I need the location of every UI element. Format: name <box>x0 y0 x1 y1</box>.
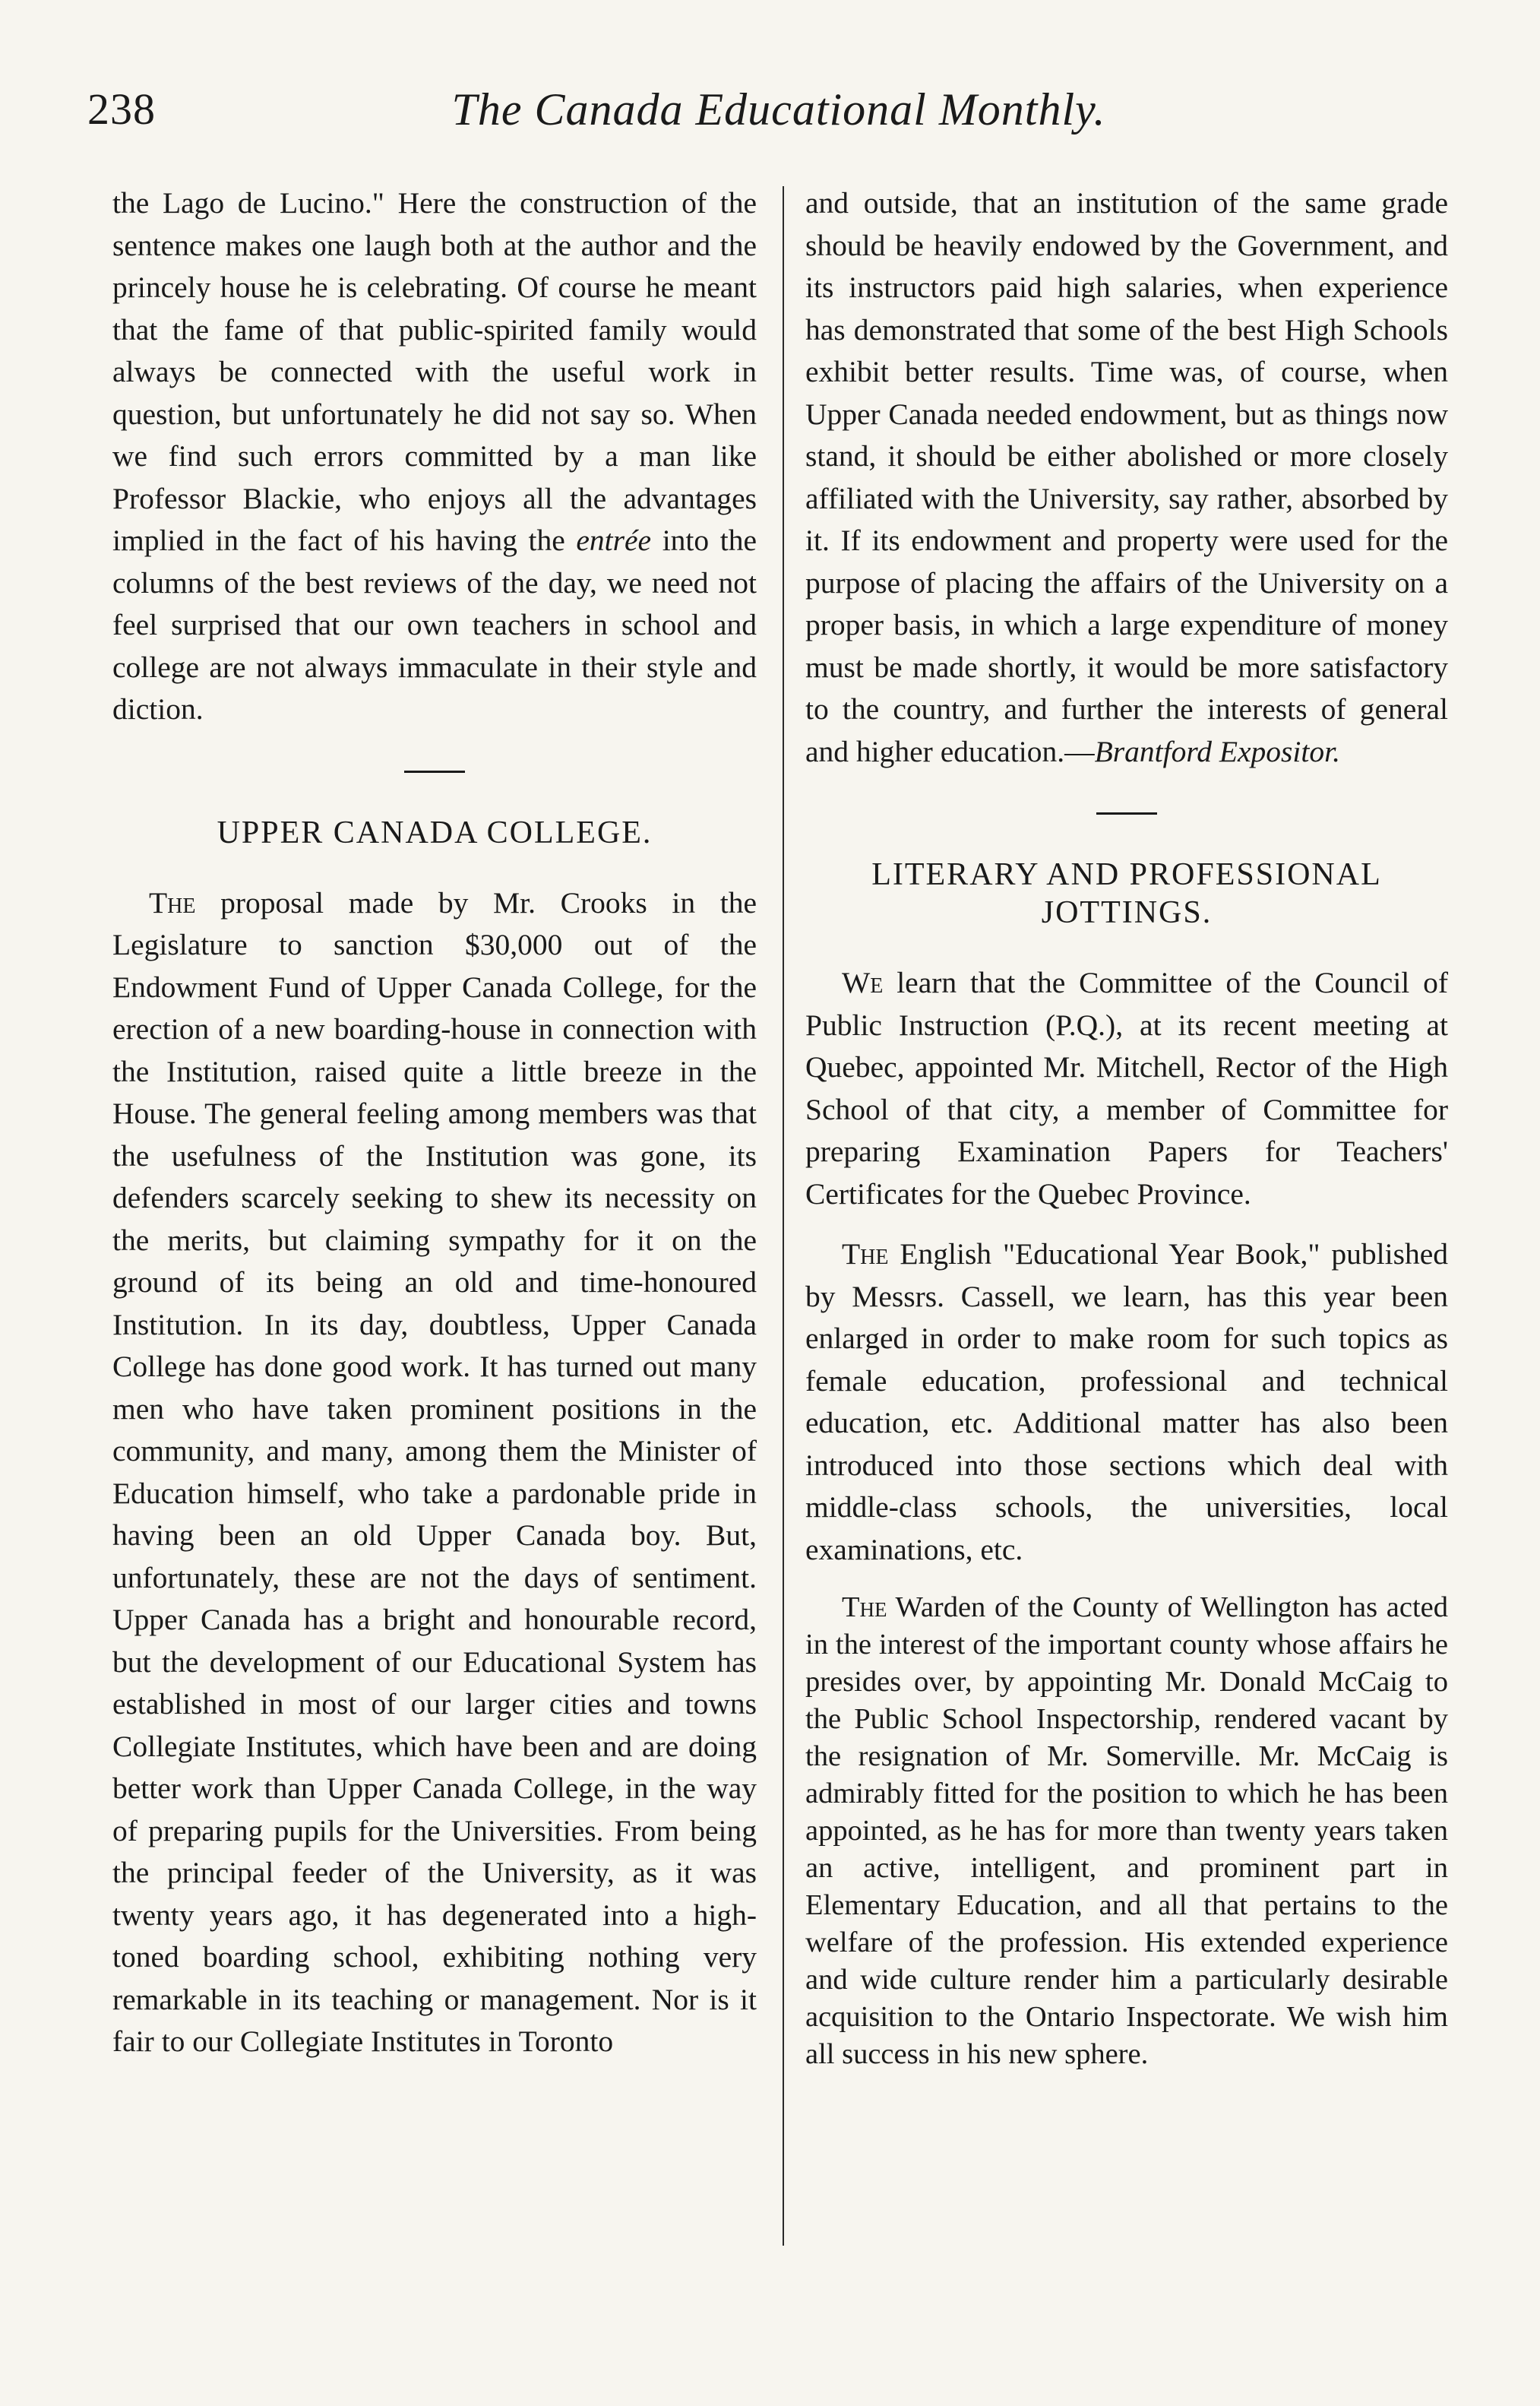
section-separator <box>404 771 465 773</box>
paragraph-upper-canada-college: The proposal made by Mr. Crooks in the Legislature to sanction $30,000 out of the Endowment Fund of Upper Canada College, for the erection of a new boarding-house in connection with the Institution, raised quite a little breeze in the House. The general feeling among members was that the usefulness of the Institution was gone, its defenders scarcely seeking to shew its necessity on the merits, but claiming sympathy for it on the ground of its being an old and time-honoured Institution. In its day, doubtless, Upper Canada College has done good work. It has turned out many men who have taken prominent positions in the community, and many, among them the Minister of Education himself, who take a pardonable pride in having been an old Upper Canada boy. But, unfortunately, these are not the days of sentiment. Upper Canada has a bright and honourable record, but the development of our Educational System has established in most of our larger cities and towns Collegiate Institutes, which have been and are doing better work than Upper Canada College, in the way of preparing pupils for the Universities. From being the principal feeder of the University, as it was twenty years ago, it has degenerated into a high-toned boarding school, exhibiting nothing very remarkable in its teaching or management. Nor is it fair to our Collegiate Institutes in Toronto <box>112 885 757 2058</box>
paragraph-wellington: The Warden of the County of Wellington has acted in the interest of the important county whose affairs he presides over, by appointing Mr. Donald McCaig to the Public School Inspectorship, rendered vacant by the resignation of Mr. Somerville. Mr. McCaig is admirably fitted for the position to which he has been appointed, as he has for more than twenty years taken an active, intelligent, and prominent part in Elementary Education, and all that pertains to the welfare of the profession. His extended experience and wide culture render him a particularly desirable acquisition to the Ontario Inspectorate. We wish him all success in his new sphere. <box>805 1591 1448 2070</box>
paragraph-committee: We learn that the Committee of the Council of Public Instruction (P.Q.), at its recent meeting at Quebec, appointed Mr. Mitchell, Rector of the High School of that city, a member of Committee for preparing Examination Papers for Teachers' Certificates for the Quebec Province. <box>805 966 1448 1211</box>
page-number: 238 <box>87 84 156 134</box>
running-title: The Canada Educational Monthly. <box>451 84 1106 135</box>
source-attribution: Brantford Expositor. <box>1094 734 1340 768</box>
paragraph-continuation: and outside, that an institution of the same grade should be heavily endowed by the Government, and its instructors paid high salaries, when experience has demonstrated that some of the best High Schools exhibit better results. Time was, of course, when Upper Canada needed endowment, but as things now stand, it should be either abolished or more closely affiliated with the University, say rather, absorbed by it. If its endowment and property were used for the purpose of placing the affairs of the University on a proper basis, in which a large expenditure of money must be made shortly, it would be more satisfactory to the country, and further the interests of general and higher education.—Brantford Expositor. <box>805 186 1448 768</box>
section-separator <box>1096 812 1157 815</box>
section-heading-literary-jottings: LITERARY AND PROFESSIONAL JOTTINGS. <box>871 857 1382 930</box>
paragraph-continued: the Lago de Lucino." Here the construction of the sentence makes one laugh both at the author and the princely house he is celebrating. Of course he meant that the fame of that public-spirited family would always be connected with the useful work in question, but unfortunately he did not say so. When we find such errors committed by a man like Professor Blackie, who enjoys all the advantages implied in the fact of his having the entrée into the columns of the best reviews of the day, we need not feel surprised that our own teachers in school and college are not always immaculate in their style and diction. <box>112 186 757 726</box>
paragraph-year-book: The English "Educational Year Book," published by Messrs. Cassell, we learn, has this year been enlarged in order to make room for such topics as female education, professional and technical education, etc. Additional matter has also been introduced into those sections which deal with middle-class schools, the universities, local examinations, etc. <box>805 1237 1448 1566</box>
page-header <box>87 84 1470 152</box>
column-divider <box>783 186 784 2246</box>
section-heading-upper-canada-college: UPPER CANADA COLLEGE. <box>217 815 653 850</box>
left-column <box>112 182 757 2063</box>
italic-word: entrée <box>576 524 652 557</box>
right-column <box>805 182 1448 2073</box>
